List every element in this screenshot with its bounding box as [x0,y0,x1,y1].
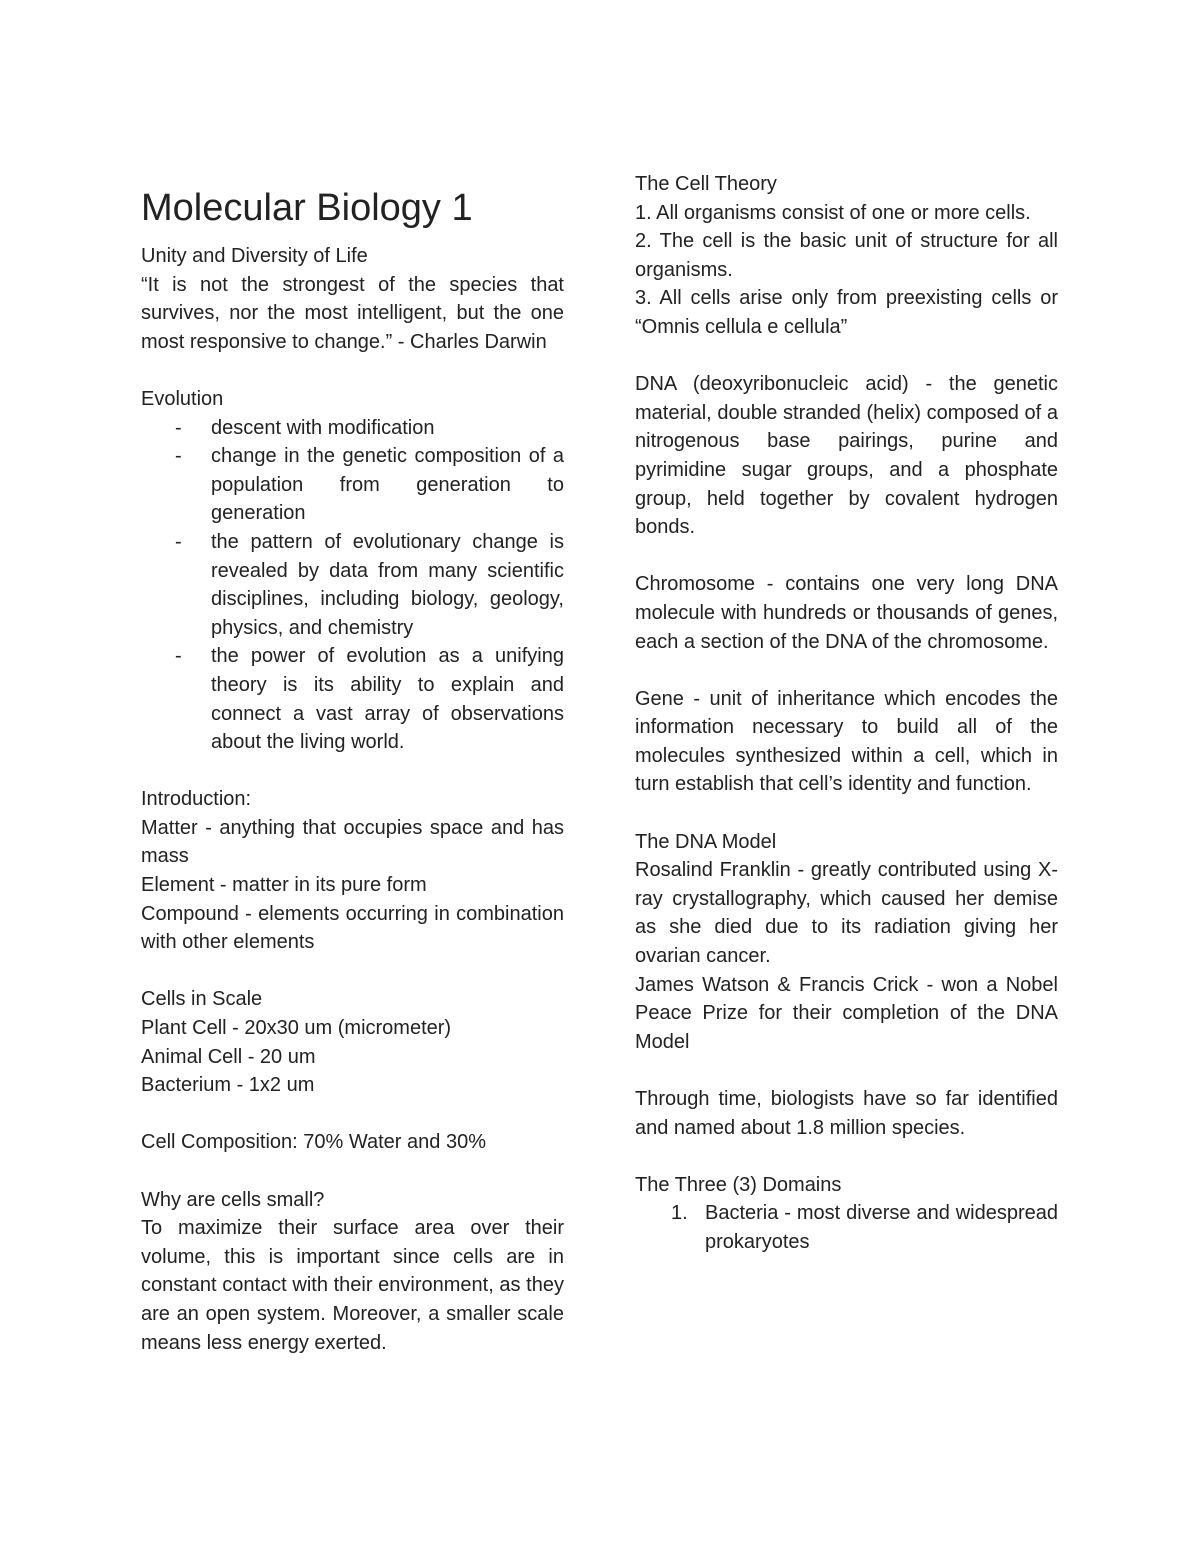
left-column [141,170,564,1357]
spacer [635,656,1058,685]
unity-heading: Unity and Diversity of Life [141,245,368,267]
cell-theory-item-3: 3. All cells arise only from preexisting cells or “Omnis cellula e cellula” [635,287,1058,338]
cell-theory-item-2: 2. The cell is the basic unit of structure for all organisms. [635,230,1058,281]
domain-bacteria-text: Bacteria - most diverse and widespread prokaryotes [705,1202,1058,1253]
why-small-heading: Why are cells small? [141,1188,325,1211]
animal-cell-size: Animal Cell - 20 um [141,1045,316,1068]
domains-heading: The Three (3) Domains [635,1173,842,1196]
spacer [635,342,1058,371]
darwin-quote: “It is not the strongest of the species that survives, nor the most intelligent, but the one most responsive to change.” - Charles Darwin [141,273,564,353]
spacer [141,757,564,786]
list-item: - descent with modification [211,414,564,443]
spacer [141,1157,564,1186]
dna-definition: DNA (deoxyribonucleic acid) - the genetic material, double stranded (helix) composed of a nitrogenous base pairings, purine and pyrimidine sugar groups, and a phosphate group, held together by covalent hydrogen bonds. [635,373,1058,539]
chromosome-definition: Chromosome - contains one very long DNA molecule with hundreds or thousands of genes, each a section of the DNA of the chromosome. [635,573,1058,653]
list-number: 1. [671,1202,688,1225]
compound-definition: Compound - elements occurring in combination with other elements [141,902,564,954]
list-item: - the power of evolution as a unifying theory is its ability to explain and connect a vast array of observations about the living world. [211,642,564,756]
evolution-heading: Evolution [141,387,224,410]
spacer [635,542,1058,571]
evolution-list [141,414,564,757]
franklin-text: Rosalind Franklin - greatly contributed using X-ray crystallography, which caused her demise as she died due to its radiation giving her ovarian cancer. [635,859,1058,968]
list-item [671,1199,1058,1256]
spacer [635,799,1058,828]
document-title: Molecular Biology 1 [141,187,473,229]
spacer [141,356,564,385]
list-item: - the pattern of evolutionary change is revealed by data from many scientific disciplines, including biology, geology, physics, and chemistry [211,528,564,642]
spacer [141,957,564,986]
dna-model-heading: The DNA Model [635,830,777,853]
domains-list [635,1199,1058,1256]
element-definition: Element - matter in its pure form [141,874,427,897]
matter-definition: Matter - anything that occupies space and has mass [141,816,564,868]
cell-composition: Cell Composition: 70% Water and 30% [141,1131,486,1154]
spacer [635,1142,1058,1171]
gene-definition: Gene - unit of inheritance which encodes the information necessary to build all of the molecules synthesized within a cell, which in turn establish that cell’s identity and function. [635,687,1058,796]
species-count-text: Through time, biologists have so far identified and named about 1.8 million species. [635,1088,1058,1139]
right-column [635,170,1058,1257]
spacer [635,1056,1058,1085]
introduction-heading: Introduction: [141,788,252,811]
cells-scale-heading: Cells in Scale [141,988,263,1011]
spacer [141,1100,564,1129]
cell-theory-item-1: 1. All organisms consist of one or more cells. [635,201,1031,224]
watson-crick-text: James Watson & Francis Crick - won a Nobel Peace Prize for their completion of the DNA Model [635,973,1058,1053]
plant-cell-size: Plant Cell - 20x30 um (micrometer) [141,1017,452,1040]
list-item: - change in the genetic composition of a population from generation to generation [211,442,564,528]
bacterium-size: Bacterium - 1x2 um [141,1074,315,1097]
cell-theory-heading: The Cell Theory [635,173,777,195]
why-small-text: To maximize their surface area over their volume, this is important since cells are in constant contact with their environment, as they are an open system. Moreover, a smaller scale means less energy exerted. [141,1217,564,1354]
